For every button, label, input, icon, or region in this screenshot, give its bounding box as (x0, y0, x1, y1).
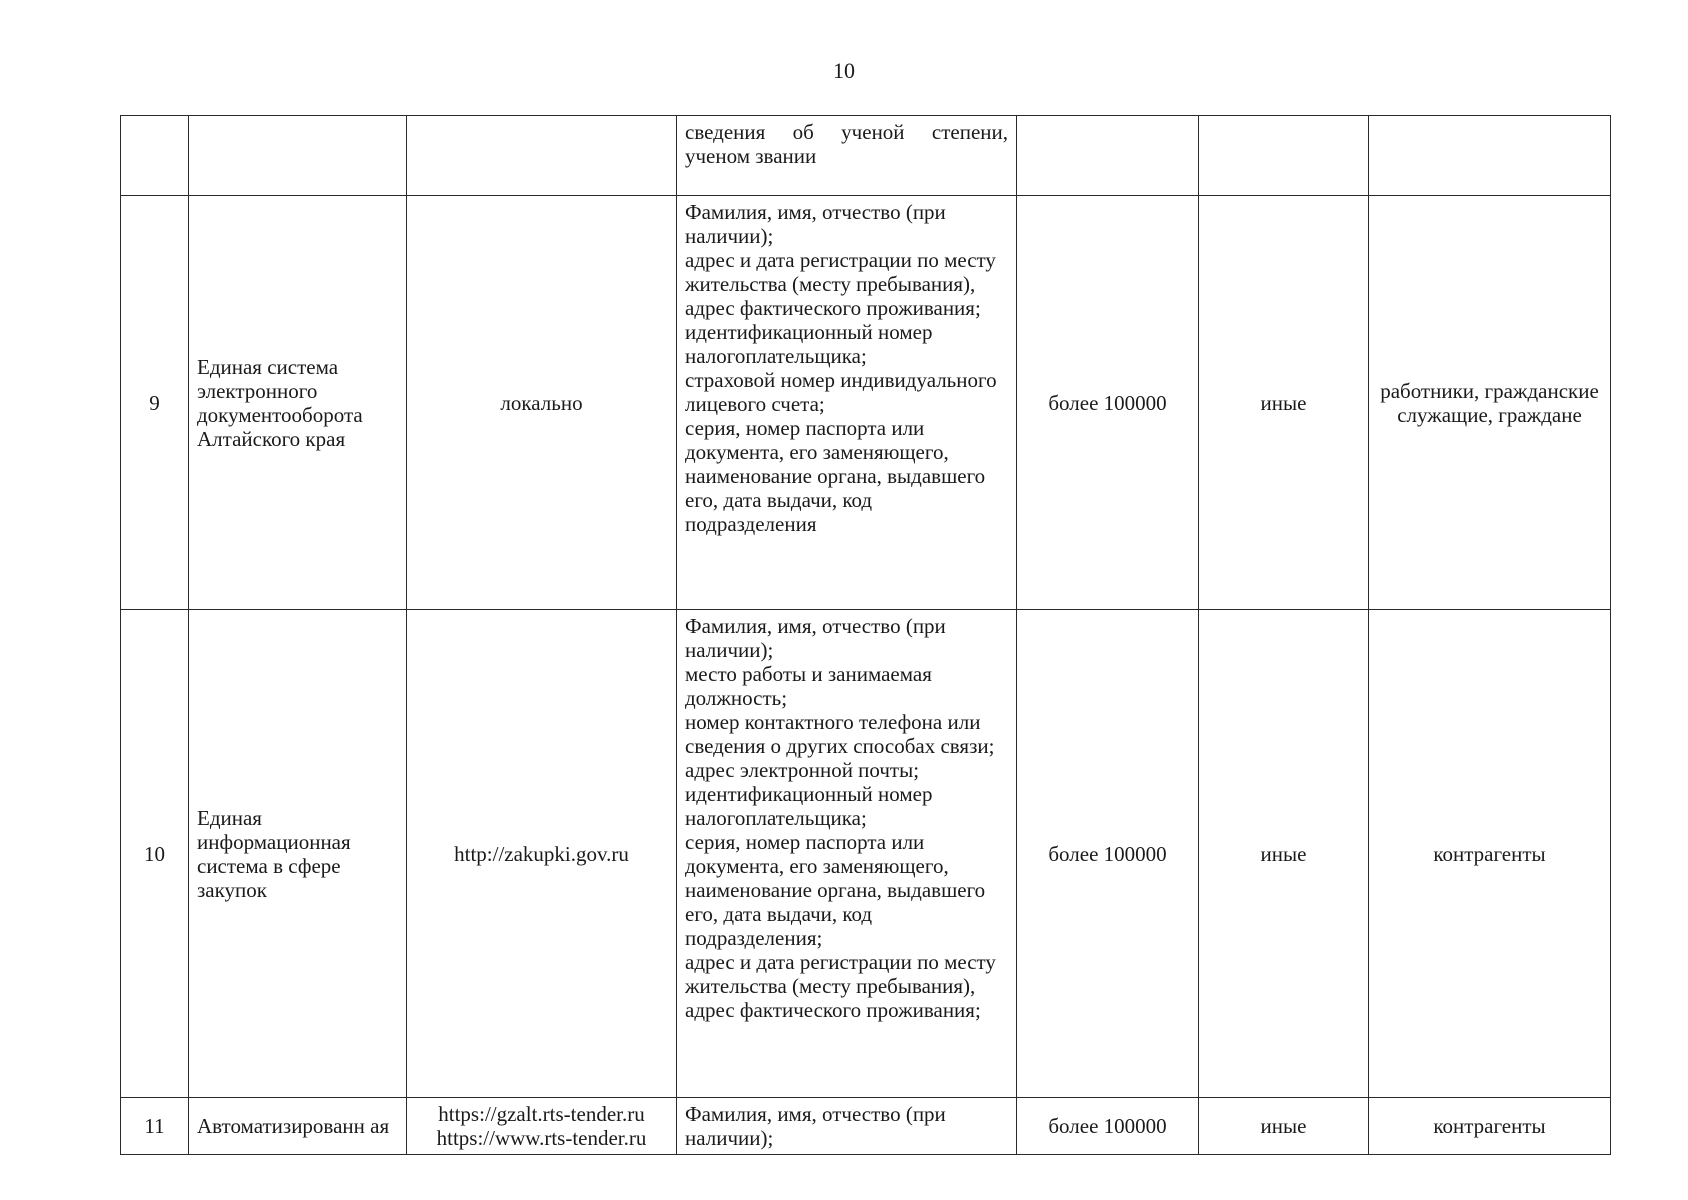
row-number: 9 (121, 196, 189, 610)
table-row (121, 116, 1611, 196)
data-category: иные (1199, 196, 1369, 610)
system-location: локально (407, 196, 677, 610)
data-volume: более 100000 (1017, 196, 1199, 610)
row-number: 11 (121, 1098, 189, 1155)
personal-data-list: Фамилия, имя, отчество (при наличии); адрес и дата регистрации по месту жительства (месту пребывания), адрес фактического проживания; идентификационный номер налогоплательщика; страховой номер индивидуального лицевого счета; серия, номер паспорта или документа, его заменяющего, наименование органа, выдавшего его, дата выдачи, код подразделения (677, 196, 1017, 610)
personal-data-list: Фамилия, имя, отчество (при наличии); (677, 1098, 1017, 1155)
system-url: https://gzalt.rts-tender.ru (438, 1102, 645, 1126)
data-volume: более 100000 (1017, 610, 1199, 1098)
personal-data-systems-table (120, 115, 1611, 1155)
table-row (121, 196, 1611, 610)
system-name: Единая информационная система в сфере закупок (189, 610, 407, 1098)
table-row (121, 610, 1611, 1098)
table-row (121, 1098, 1611, 1155)
row-number (121, 116, 189, 196)
data-subjects: работники, гражданские служащие, граждане (1369, 196, 1611, 610)
system-url: https://www.rts-tender.ru (436, 1126, 647, 1150)
personal-data-list: Фамилия, имя, отчество (при наличии); место работы и занимаемая должность; номер контактного телефона или сведения о других способах связи; адрес электронной почты; идентификационный номер налогоплательщика; серия, номер паспорта или документа, его заменяющего, наименование органа, выдавшего его, дата выдачи, код подразделения; адрес и дата регистрации по месту жительства (месту пребывания), адрес фактического проживания; (677, 610, 1017, 1098)
system-location: http://zakupki.gov.ru (407, 610, 677, 1098)
data-volume (1017, 116, 1199, 196)
page-number: 10 (833, 58, 855, 83)
system-location (407, 1098, 677, 1155)
system-name: Автоматизированн ая (189, 1098, 407, 1155)
data-subjects (1369, 116, 1611, 196)
data-subjects: контрагенты (1369, 1098, 1611, 1155)
system-location (407, 116, 677, 196)
system-name (189, 116, 407, 196)
data-volume: более 100000 (1017, 1098, 1199, 1155)
data-subjects: контрагенты (1369, 610, 1611, 1098)
system-name: Единая система электронного документооборота Алтайского края (189, 196, 407, 610)
data-category: иные (1199, 610, 1369, 1098)
row-number: 10 (121, 610, 189, 1098)
data-category: иные (1199, 1098, 1369, 1155)
data-category (1199, 116, 1369, 196)
personal-data-list: сведения об ученой степени, ученом звании (677, 116, 1017, 196)
